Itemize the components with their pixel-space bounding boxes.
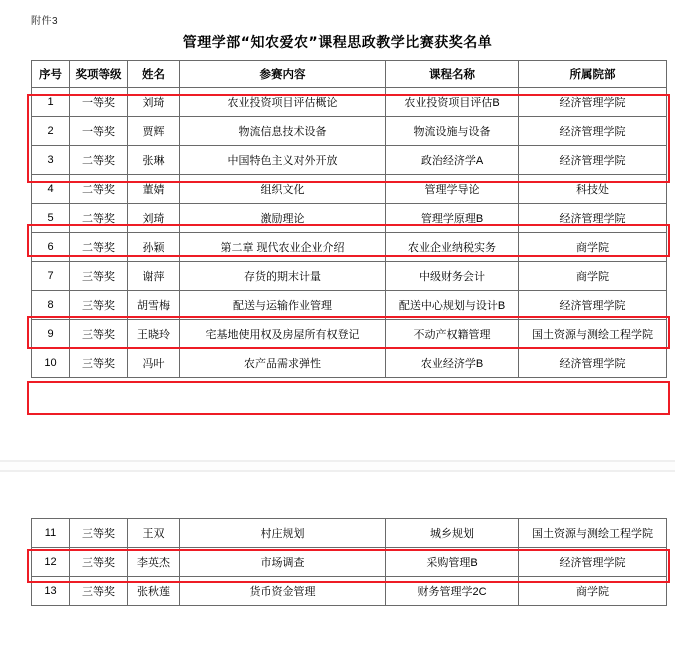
cell-topic: 村庄规划 <box>180 519 386 548</box>
table-row <box>32 175 667 204</box>
cell-seq: 5 <box>32 204 70 233</box>
cell-name: 刘琦 <box>128 88 180 117</box>
cell-course: 农业经济学B <box>386 349 519 378</box>
cell-dept: 商学院 <box>519 262 667 291</box>
cell-prize: 三等奖 <box>70 262 128 291</box>
column-header-prize: 奖项等级 <box>70 61 128 88</box>
cell-dept: 经济管理学院 <box>519 349 667 378</box>
table-row <box>32 349 667 378</box>
cell-seq: 4 <box>32 175 70 204</box>
cell-topic: 中国特色主义对外开放 <box>180 146 386 175</box>
award-table-top <box>31 60 667 378</box>
cell-dept: 科技处 <box>519 175 667 204</box>
table-row <box>32 291 667 320</box>
page-title: 管理学部“知农爱农”课程思政教学比赛获奖名单 <box>182 35 493 51</box>
cell-seq: 8 <box>32 291 70 320</box>
cell-dept: 商学院 <box>519 577 667 606</box>
cell-topic: 第二章 现代农业企业介绍 <box>180 233 386 262</box>
table-row <box>32 262 667 291</box>
cell-name: 张秋莲 <box>128 577 180 606</box>
cell-name: 冯叶 <box>128 349 180 378</box>
cell-topic: 组织文化 <box>180 175 386 204</box>
cell-course: 中级财务会计 <box>386 262 519 291</box>
cell-dept: 商学院 <box>519 233 667 262</box>
cell-prize: 三等奖 <box>70 519 128 548</box>
cell-course: 财务管理学2C <box>386 577 519 606</box>
column-header-name: 姓名 <box>128 61 180 88</box>
table-row <box>32 88 667 117</box>
cell-prize: 二等奖 <box>70 233 128 262</box>
highlight-box-row-10 <box>27 381 670 415</box>
cell-seq: 2 <box>32 117 70 146</box>
cell-topic: 货币资金管理 <box>180 577 386 606</box>
cell-prize: 二等奖 <box>70 146 128 175</box>
cell-name: 刘琦 <box>128 204 180 233</box>
cell-seq: 1 <box>32 88 70 117</box>
cell-course: 物流设施与设备 <box>386 117 519 146</box>
cell-course: 管理学导论 <box>386 175 519 204</box>
cell-seq: 6 <box>32 233 70 262</box>
cell-dept: 国土资源与测绘工程学院 <box>519 320 667 349</box>
table-row <box>32 320 667 349</box>
award-table-bottom <box>31 518 667 606</box>
cell-topic: 激励理论 <box>180 204 386 233</box>
table-row <box>32 577 667 606</box>
cell-dept: 经济管理学院 <box>519 291 667 320</box>
cell-prize: 二等奖 <box>70 204 128 233</box>
table-row <box>32 117 667 146</box>
cell-prize: 三等奖 <box>70 320 128 349</box>
cell-prize: 一等奖 <box>70 88 128 117</box>
cell-seq: 7 <box>32 262 70 291</box>
cell-dept: 经济管理学院 <box>519 117 667 146</box>
cell-name: 谢萍 <box>128 262 180 291</box>
cell-prize: 三等奖 <box>70 577 128 606</box>
cell-dept: 经济管理学院 <box>519 146 667 175</box>
cell-name: 王双 <box>128 519 180 548</box>
cell-seq: 3 <box>32 146 70 175</box>
column-header-topic: 参赛内容 <box>180 61 386 88</box>
cell-course: 农业投资项目评估B <box>386 88 519 117</box>
cell-topic: 存货的期末计量 <box>180 262 386 291</box>
cell-dept: 经济管理学院 <box>519 548 667 577</box>
cell-prize: 一等奖 <box>70 117 128 146</box>
cell-name: 王晓玲 <box>128 320 180 349</box>
cell-topic: 宅基地使用权及房屋所有权登记 <box>180 320 386 349</box>
cell-seq: 12 <box>32 548 70 577</box>
table-header-row <box>32 61 667 88</box>
table-row <box>32 519 667 548</box>
page-divider <box>0 460 675 462</box>
cell-prize: 三等奖 <box>70 349 128 378</box>
cell-prize: 二等奖 <box>70 175 128 204</box>
column-header-dept: 所属院部 <box>519 61 667 88</box>
cell-name: 李英杰 <box>128 548 180 577</box>
table-row <box>32 146 667 175</box>
cell-course: 政治经济学A <box>386 146 519 175</box>
cell-dept: 国土资源与测绘工程学院 <box>519 519 667 548</box>
cell-name: 孙颖 <box>128 233 180 262</box>
cell-seq: 13 <box>32 577 70 606</box>
cell-name: 张琳 <box>128 146 180 175</box>
cell-prize: 三等奖 <box>70 548 128 577</box>
cell-topic: 市场调查 <box>180 548 386 577</box>
cell-topic: 农业投资项目评估概论 <box>180 88 386 117</box>
cell-dept: 经济管理学院 <box>519 88 667 117</box>
cell-topic: 农产品需求弹性 <box>180 349 386 378</box>
cell-seq: 11 <box>32 519 70 548</box>
cell-course: 城乡规划 <box>386 519 519 548</box>
attachment-label: 附件3 <box>31 16 59 27</box>
cell-course: 管理学原理B <box>386 204 519 233</box>
page-divider-2 <box>0 470 675 472</box>
table-row <box>32 233 667 262</box>
cell-prize: 三等奖 <box>70 291 128 320</box>
cell-name: 贾辉 <box>128 117 180 146</box>
table-row <box>32 548 667 577</box>
cell-course: 配送中心规划与设计B <box>386 291 519 320</box>
cell-topic: 配送与运输作业管理 <box>180 291 386 320</box>
cell-topic: 物流信息技术设备 <box>180 117 386 146</box>
cell-name: 胡雪梅 <box>128 291 180 320</box>
table-row <box>32 204 667 233</box>
cell-course: 采购管理B <box>386 548 519 577</box>
column-header-seq: 序号 <box>32 61 70 88</box>
cell-name: 董婧 <box>128 175 180 204</box>
cell-seq: 10 <box>32 349 70 378</box>
column-header-course: 课程名称 <box>386 61 519 88</box>
cell-course: 农业企业纳税实务 <box>386 233 519 262</box>
cell-dept: 经济管理学院 <box>519 204 667 233</box>
cell-course: 不动产权籍管理 <box>386 320 519 349</box>
cell-seq: 9 <box>32 320 70 349</box>
